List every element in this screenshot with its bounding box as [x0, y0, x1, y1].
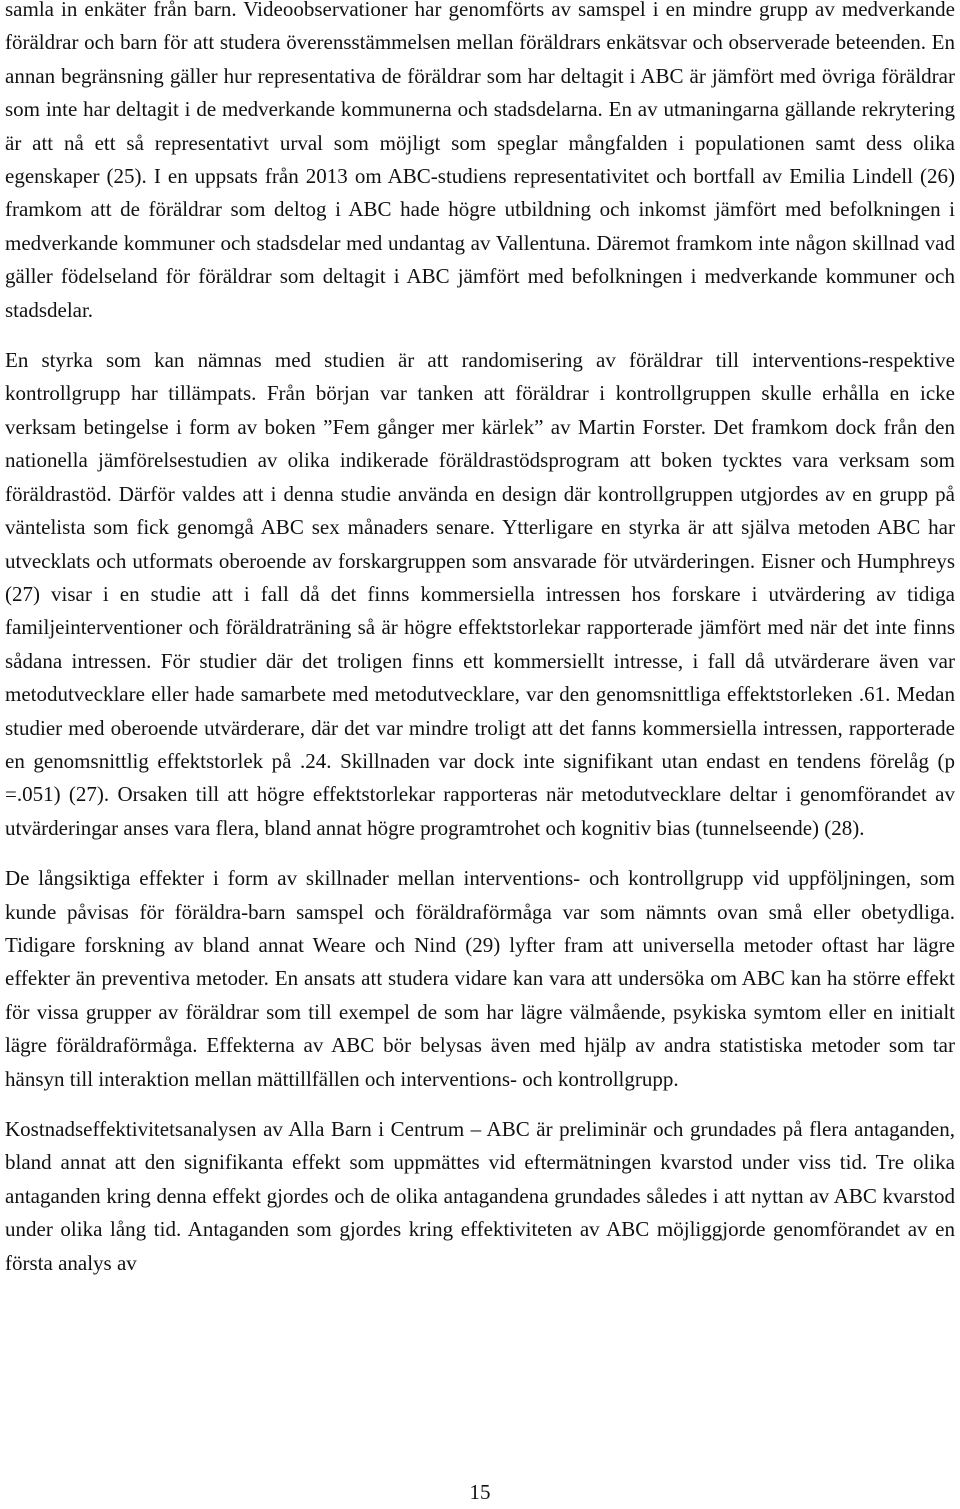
body-paragraph: De långsiktiga effekter i form av skillnader mellan interventions- och kontrollgrupp vid uppföljningen, som kunde påvisas för föräldra-barn samspel och föräldraförmåga var som nämnts ovan små eller obetydliga. Tidigare forskning av bland annat Weare och Nind (29) lyfter fram att universella metoder oftast har lägre effekter än preventiva metoder. En ansats att studera vidare kan vara att undersöka om ABC kan ha större effekt för vissa grupper av föräldrar som till exempel de som har lägre välmående, psykiska symtom eller en initialt lägre föräldraförmåga. Effekterna av ABC bör belysas även med hjälp av andra statistiska metoder som tar hänsyn till interaktion mellan mättillfällen och interventions- och kontrollgrupp.: [5, 866, 955, 1091]
body-paragraph: samla in enkäter från barn. Videoobservationer har genomförts av samspel i en mindre grupp av medverkande föräldrar och barn för att studera överensstämmelsen mellan föräldrars enkätsvar och observerade beteenden. En annan begränsning gäller hur representativa de föräldrar som har deltagit i ABC är jämfört med övriga föräldrar som inte har deltagit i de medverkande kommunerna och stadsdelarna. En av utmaningarna gällande rekrytering är att nå ett så representativt urval som möjligt som speglar mångfalden i populationen samt dess olika egenskaper (25). I en uppsats från 2013 om ABC-studiens representativitet och bortfall av Emilia Lindell (26) framkom att de föräldrar som deltog i ABC hade högre utbildning och inkomst jämfört med befolkningen i medverkande kommuner och stadsdelar med undantag av Vallentuna. Däremot framkom inte någon skillnad vad gäller födelseland för föräldrar som deltagit i ABC jämfört med befolkningen i medverkande kommuner och stadsdelar.: [5, 0, 955, 322]
page-number: 15: [469, 1480, 491, 1504]
document-page: [5, 0, 955, 1509]
body-paragraph: Kostnadseffektivitetsanalysen av Alla Barn i Centrum – ABC är preliminär och grundades på flera antaganden, bland annat att den signifikanta effekt som uppmättes vid eftermätningen kvarstod under viss tid. Tre olika antaganden kring denna effekt gjordes och de olika antagandena grundades således i att nyttan av ABC kvarstod under olika lång tid. Antaganden som gjordes kring effektiviteten av ABC möjliggjorde genomförandet av en första analys av: [5, 1117, 955, 1275]
body-paragraph: En styrka som kan nämnas med studien är att randomisering av föräldrar till interventions-respektive kontrollgrupp har tillämpats. Från början var tanken att föräldrar i kontrollgruppen skulle erhålla en icke verksam betingelse i form av boken ”Fem gånger mer kärlek” av Martin Forster. Det framkom dock från den nationella jämförelsestudien av olika indikerade föräldrastödsprogram att boken tycktes vara verksam som föräldrastöd. Därför valdes att i denna studie använda en design där kontrollgruppen utgjordes av en grupp på väntelista som fick genomgå ABC sex månaders senare. Ytterligare en styrka är att själva metoden ABC har utvecklats och utformats oberoende av forskargruppen som ansvarade för utvärderingen. Eisner och Humphreys (27) visar i en studie att i fall då det finns kommersiella intressen hos forskare i utvärdering av tidiga familjeinterventioner och föräldraträning så är högre effektstorlekar rapporterade jämfört med när det inte finns sådana intressen. För studier där det troligen finns ett kommersiellt intresse, i fall då utvärderare även var metodutvecklare eller hade samarbete med metodutvecklare, var den genomsnittliga effektstorleken .61. Medan studier med oberoende utvärderare, där det var mindre troligt att det fanns kommersiella intressen, rapporterade en genomsnittlig effektstorlek på .24. Skillnaden var dock inte signifikant utan endast en tendens förelåg (p =.051) (27). Orsaken till att högre effektstorlekar rapporteras när metodutvecklare deltar i genomförandet av utvärderingar anses vara flera, bland annat högre programtrohet och kognitiv bias (tunnelseende) (28).: [5, 348, 955, 840]
